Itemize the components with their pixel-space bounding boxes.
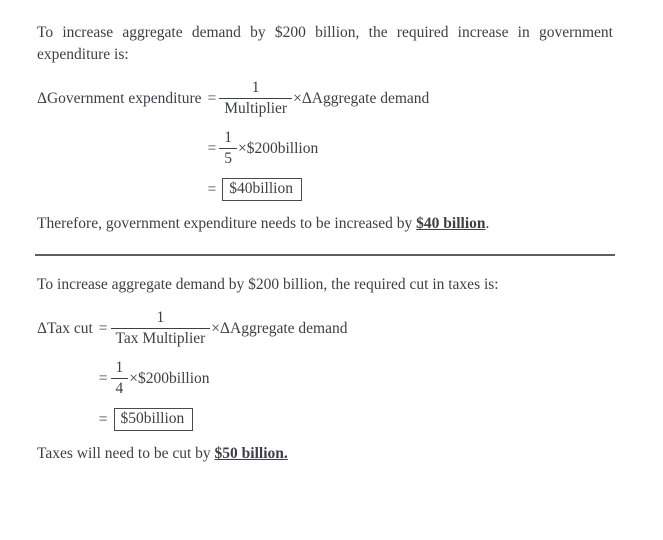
equals-sign: = — [98, 319, 108, 337]
fraction-numerator: 1 — [224, 129, 232, 146]
section2-conclusion — [37, 443, 613, 465]
equals-sign: = — [207, 139, 217, 157]
conclusion-highlight: $50 billion. — [214, 445, 288, 462]
equals-sign: = — [98, 410, 108, 428]
section2-equation-lhs: ΔTax cut — [37, 319, 93, 337]
boxed-result: $50billion — [114, 408, 194, 431]
section1-conclusion — [37, 213, 613, 235]
conclusion-period: . — [485, 215, 490, 232]
section2-intro: To increase aggregate demand by $200 billion, the required cut in taxes is: — [37, 276, 499, 293]
equals-sign: = — [98, 369, 108, 387]
fraction-numerator: 1 — [251, 79, 260, 96]
equals-sign: = — [207, 89, 217, 107]
fraction-numerator: 1 — [115, 359, 124, 376]
equation-suffix: ×ΔAggregate demand — [211, 319, 348, 337]
section1-equation — [37, 78, 613, 201]
fraction-one-fifth — [219, 128, 237, 169]
fraction-one-quarter — [111, 358, 129, 399]
fraction-denominator: 5 — [219, 148, 237, 169]
conclusion-highlight: $40 billion — [416, 215, 486, 232]
section2-equation — [37, 308, 613, 431]
fraction-denominator: 4 — [111, 378, 129, 399]
section1-equation-row-result — [201, 178, 613, 201]
equation-suffix: ×$200billion — [129, 369, 210, 387]
fraction-one-over-tax-multiplier — [111, 308, 211, 349]
section1-equation-row-substitution — [201, 128, 613, 169]
fraction-numerator: 1 — [156, 309, 165, 326]
conclusion-text: Taxes will need to be cut by — [37, 445, 215, 462]
section1-intro: To increase aggregate demand by $200 billion, the required increase in government expenditure is: — [37, 24, 613, 63]
section2-equation-row-substitution — [93, 358, 613, 399]
section2-equation-row-result — [93, 408, 613, 431]
section-divider — [35, 254, 615, 256]
equals-sign: = — [207, 180, 217, 198]
equation-suffix: ×ΔAggregate demand — [293, 89, 430, 107]
section1-equation-row-definition — [201, 78, 613, 119]
section1-equation-lhs: ΔGovernment expenditure — [37, 89, 202, 107]
conclusion-text: Therefore, government expenditure needs to be increased by — [37, 215, 417, 232]
fraction-one-over-multiplier — [219, 78, 292, 119]
equation-suffix: ×$200billion — [237, 139, 319, 157]
fraction-denominator: Multiplier — [219, 98, 292, 119]
section2-equation-row-definition — [93, 308, 613, 349]
boxed-result: $40billion — [222, 178, 302, 201]
fraction-denominator: Tax Multiplier — [111, 328, 211, 349]
